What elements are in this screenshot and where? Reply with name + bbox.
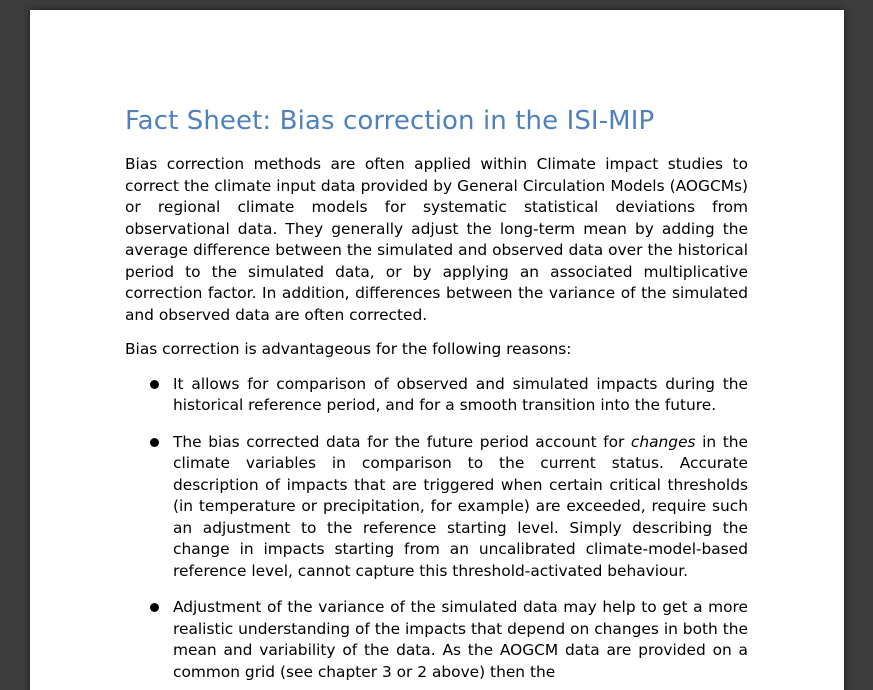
intro-paragraph: Bias correction methods are often applied within Climate impact studies to correct the climate input data provided by General Circulation Models (AOGCMs) or regional climate models for systematic statistical deviations from observational data. They generally adjust the long-term mean by adding the average difference between the simulated and observed data over the historical period to the simulated data, or by applying an associated multiplicative correction factor. In addition, differences between the variance of the simulated and observed data are often corrected. (125, 155, 748, 324)
document-page (30, 10, 844, 690)
bullet-icon (150, 380, 159, 389)
reasons-lead-in: Bias correction is advantageous for the following reasons: (125, 340, 572, 358)
document-title: Fact Sheet: Bias correction in the ISI-MIP (125, 106, 655, 136)
list-item-text-after: in the climate variables in comparison to the current status. Accurate description of impacts that are triggered when certain critical thresholds (in temperature or precipitation, for example) are exceeded, require such an adjustment to the reference starting level. Simply describing the change in impacts starting from an uncalibrated climate-model-based reference level, cannot capture this threshold-activated behaviour. (173, 432, 748, 580)
list-item-text: It allows for comparison of observed and simulated impacts during the historical reference period, and for a smooth transition into the future. (173, 374, 748, 414)
reasons-list (125, 374, 748, 684)
page-content (125, 104, 748, 690)
list-item-text-before: The bias corrected data for the future period account for (173, 432, 631, 451)
bullet-icon (150, 438, 159, 447)
bullet-icon (150, 603, 159, 612)
list-item (125, 597, 748, 683)
list-item-text: Adjustment of the variance of the simulated data may help to get a more realistic understanding of the impacts that depend on changes in both the mean and variability of the data. As the AOGCM data are provided on a common grid (see chapter 3 or 2 above) then the (173, 598, 748, 681)
list-item (125, 432, 748, 583)
list-item-emphasis: changes (630, 432, 696, 451)
list-item (125, 374, 748, 417)
